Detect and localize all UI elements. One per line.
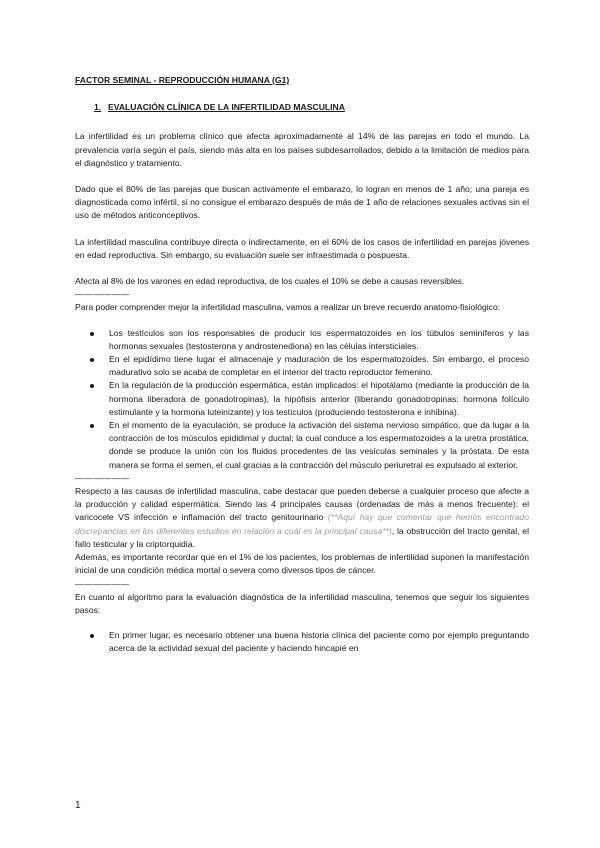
separator: ——————: [75, 472, 130, 483]
anatomy-list: [75, 327, 529, 472]
list-item: En el momento de la eyaculación, se produce la activación del sistema nervioso simpático, que da lugar a la contracción de los músculos epididimal y ductal; la cual conduce a los espermatozoides a la uretra prostática, donde se produce la unión con los fluidos procedentes de las vesículas seminales y la próstata. De esta manera se forma el semen, el cual gracias a la contracción del músculo periuretral es expulsado al exterior.: [75, 419, 529, 472]
paragraph-male-contribution: La infertilidad masculina contribuye directa o indirectamente, en el 60% de los casos de infertilidad en parejas jóvenes en edad reproductiva. Sin embargo, su evaluación suele ser infraestimada o pospuesta.: [75, 236, 529, 260]
paragraph-reversible: Afecta al 8% de los varones en edad reproductiva, de los cuales el 10% se debe a causas reversibles.: [75, 276, 465, 287]
section-title: EVALUACIÓN CLÍNICA DE LA INFERTILIDAD MASCULINA: [108, 102, 345, 113]
algorithm-intro: En cuanto al algoritmo para la evaluación diagnóstica de la infertilidad masculina, tenemos que seguir los siguientes pasos:: [75, 591, 529, 615]
list-item: En el epidídimo tiene lugar el almacenaje y maduración de los espermatozoides. Sin embargo, el proceso madurativo solo se acaba de completar en el interior del tracto reproductor femenino.: [75, 353, 529, 379]
document-page: [75, 74, 529, 656]
separator: ——————: [75, 578, 130, 589]
causes-text: Respecto a las causas de infertilidad masculina, cabe destacar que pueden deberse a cualquier proceso que afecte a la producción y calidad espermática. Siendo las 4 principales causas (ordenadas de más a menos frecuente): el varicocele VS infección e inflamación del tracto genitourinario: [75, 486, 529, 523]
causes-note: (**Aquí hay que comentar que hemos encontrado discrepancias en los diferentes estudios en relación a cuál es la principal causa**): [75, 512, 529, 536]
causes-text-end: , la obstrucción del tracto genital, el fallo testicular y la criptorquidia.: [75, 525, 529, 549]
paragraph-definition: Dado que el 80% de las parejas que buscan activamente el embarazo, lo logran en menos de 1 año; una pareja es diagnosticada como infértil, si no consigue el embarazo después de más de 1 año de relaciones sexuales activas sin el uso de métodos anticonceptivos.: [75, 184, 529, 221]
anatomy-intro: Para poder comprender mejor la infertilidad masculina, vamos a realizar un breve recuerdo anatomo-fisiológico:: [75, 302, 501, 313]
document-title: FACTOR SEMINAL - REPRODUCCIÓN HUMANA (G1): [75, 75, 290, 85]
section-number: 1.: [94, 102, 102, 113]
causes-paragraph: [75, 485, 529, 551]
section-heading: [94, 101, 529, 114]
page-number: 1: [75, 800, 81, 811]
list-item: En la regulación de la producción espermática, están implicados: el hipotálamo (mediante la producción de la hormona liberadora de gonadotropinas), la hipófisis anterior (liberando gonadotropinas: hormona folículo estimulante y la hormona luteinizante) y los testículos (produciendo testosterona e inhibina).: [75, 379, 529, 419]
separator: ——————: [75, 289, 130, 300]
list-item: En primer lugar, es necesario obtener una buena historia clínica del paciente como por ejemplo preguntando acerca de la actividad sexual del paciente y haciendo hincapié en: [75, 629, 529, 655]
algorithm-list: [75, 629, 529, 655]
paragraph-prevalence: La infertilidad es un problema clínico que afecta aproximadamente al 14% de las parejas en todo el mundo. La prevalencia varía según el país, siendo más alta en los países subdesarrollados, debido a la limitación de medios para el diagnóstico y tratamiento.: [75, 131, 529, 168]
cancer-paragraph: Además, es importante recordar que en el 1% de los pacientes, los problemas de infertilidad suponen la manifestación inicial de una condición médica mortal o severa como diversos tipos de cáncer.: [75, 552, 529, 576]
list-item: Los testículos son los responsables de producir los espermatozoides en los túbulos seminíferos y las hormonas sexuales (testosterona y androstenediona) en las células intersticiales.: [75, 327, 529, 353]
